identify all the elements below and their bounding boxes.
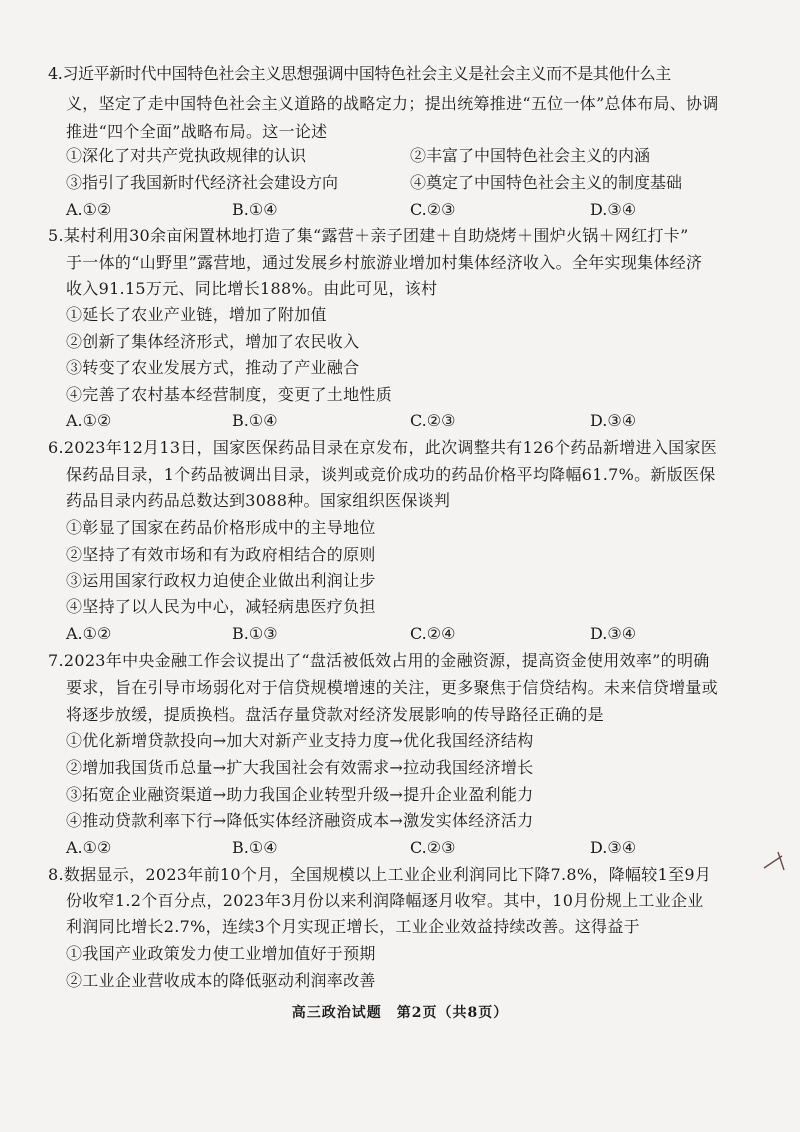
q7-statement-2: ②增加我国货币总量→扩大我国社会有效需求→拉动我国经济增长 [66,758,534,777]
q8-statement-2: ②工业企业营收成本的降低驱动利润率改善 [66,971,376,990]
q8-stem-line-1: 8.数据显示，2023年前10个月，全国规模以上工业企业利润同比下降7.8%，降幅较1至9月 [48,865,712,884]
q6-stem-line-2: 保药品目录，1个药品被调出目录，谈判或竞价成功的药品价格平均降幅61.7%。新版医保 [66,465,716,484]
q4-statement-3: ③指引了我国新时代经济社会建设方向 [66,173,339,192]
q6-statement-4: ④坚持了以人民为中心，减轻病患医疗负担 [66,597,376,616]
q6-stem-line-1: 6.2023年12月13日，国家医保药品目录在京发布，此次调整共有126个药品新增进入国家医 [48,438,718,457]
q8-stem-line-2: 份收窄1.2个百分点，2023年3月份以来利润降幅逐月收窄。其中，10月份规上工业企业 [66,891,704,910]
q4-stem-line-2: 义，坚定了走中国特色社会主义道路的战略定力；提出统筹推进“五位一体”总体布局、协调 [66,94,719,113]
q7-option-d: D.③④ [590,838,637,857]
q5-option-d: D.③④ [590,411,637,430]
q5-option-b: B.①④ [232,411,278,430]
q6-statement-3: ③运用国家行政权力迫使企业做出利润让步 [66,571,376,590]
q4-statement-1: ①深化了对共产党执政规律的认识 [66,146,307,165]
q6-stem-line-3: 药品目录内药品总数达到3088种。国家组织医保谈判 [66,491,451,510]
q4-option-b: B.①④ [232,200,278,219]
q5-stem-line-2: 于一体的“山野里”露营地，通过发展乡村旅游业增加村集体经济收入。全年实现集体经济 [66,253,703,272]
q6-option-c: C.②④ [410,624,456,643]
q5-statement-3: ③转变了农业发展方式，推动了产业融合 [66,358,360,377]
q7-statement-1: ①优化新增贷款投向→加大对新产业支持力度→优化我国经济结构 [66,731,534,750]
q5-stem-line-3: 收入91.15万元、同比增长188%。由此可见，该村 [66,279,438,298]
q4-option-d: D.③④ [590,200,637,219]
q4-stem-line-3: 推进“四个全面”战略布局。这一论述 [66,122,328,141]
q4-stem-line-1: 4.习近平新时代中国特色社会主义思想强调中国特色社会主义是社会主义而不是其他什么主 [48,64,671,83]
q7-stem-line-3: 将逐步放缓，提质换档。盘活存量贷款对经济发展影响的传导路径正确的是 [66,705,604,724]
q8-statement-1: ①我国产业政策发力使工业增加值好于预期 [66,944,376,963]
q6-statement-1: ①彰显了国家在药品价格形成中的主导地位 [66,518,376,537]
q7-statement-3: ③拓宽企业融资渠道→助力我国企业转型升级→提升企业盈利能力 [66,785,534,804]
q5-option-a: A.①② [66,411,112,430]
q7-stem-line-2: 要求，旨在引导市场弱化对于信贷规模增速的关注，更多聚焦于信贷结构。未来信贷增量或 [66,678,719,697]
q4-statement-2: ②丰富了中国特色社会主义的内涵 [410,146,651,165]
q7-stem-line-1: 7.2023年中央金融工作会议提出了“盘活被低效占用的金融资源，提高资金使用效率”的明确 [48,651,710,670]
q4-option-c: C.②③ [410,200,456,219]
q8-stem-line-3: 利润同比增长2.7%，连续3个月实现正增长，工业企业效益持续改善。这得益于 [66,917,640,936]
q5-statement-1: ①延长了农业产业链，增加了附加值 [66,305,327,324]
q4-option-a: A.①② [66,200,112,219]
q7-option-b: B.①④ [232,838,278,857]
q6-statement-2: ②坚持了有效市场和有为政府相结合的原则 [66,545,376,564]
q6-option-b: B.①③ [232,624,278,643]
q7-option-c: C.②③ [410,838,456,857]
q7-option-a: A.①② [66,838,112,857]
pen-mark-icon [760,842,788,876]
q5-stem-line-1: 5.某村利用30余亩闲置林地打造了集“露营＋亲子团建＋自助烧烤＋围炉火锅＋网红打卡” [48,226,689,245]
q6-option-d: D.③④ [590,624,637,643]
q7-statement-4: ④推动贷款利率下行→降低实体经济融资成本→激发实体经济活力 [66,811,534,830]
q6-option-a: A.①② [66,624,112,643]
q5-statement-2: ②创新了集体经济形式，增加了农民收入 [66,332,360,351]
q4-statement-4: ④奠定了中国特色社会主义的制度基础 [410,173,683,192]
page-footer: 高三政治试题 第2页（共8页） [291,1005,509,1021]
q5-statement-4: ④完善了农村基本经营制度，变更了土地性质 [66,385,393,404]
q5-option-c: C.②③ [410,411,456,430]
